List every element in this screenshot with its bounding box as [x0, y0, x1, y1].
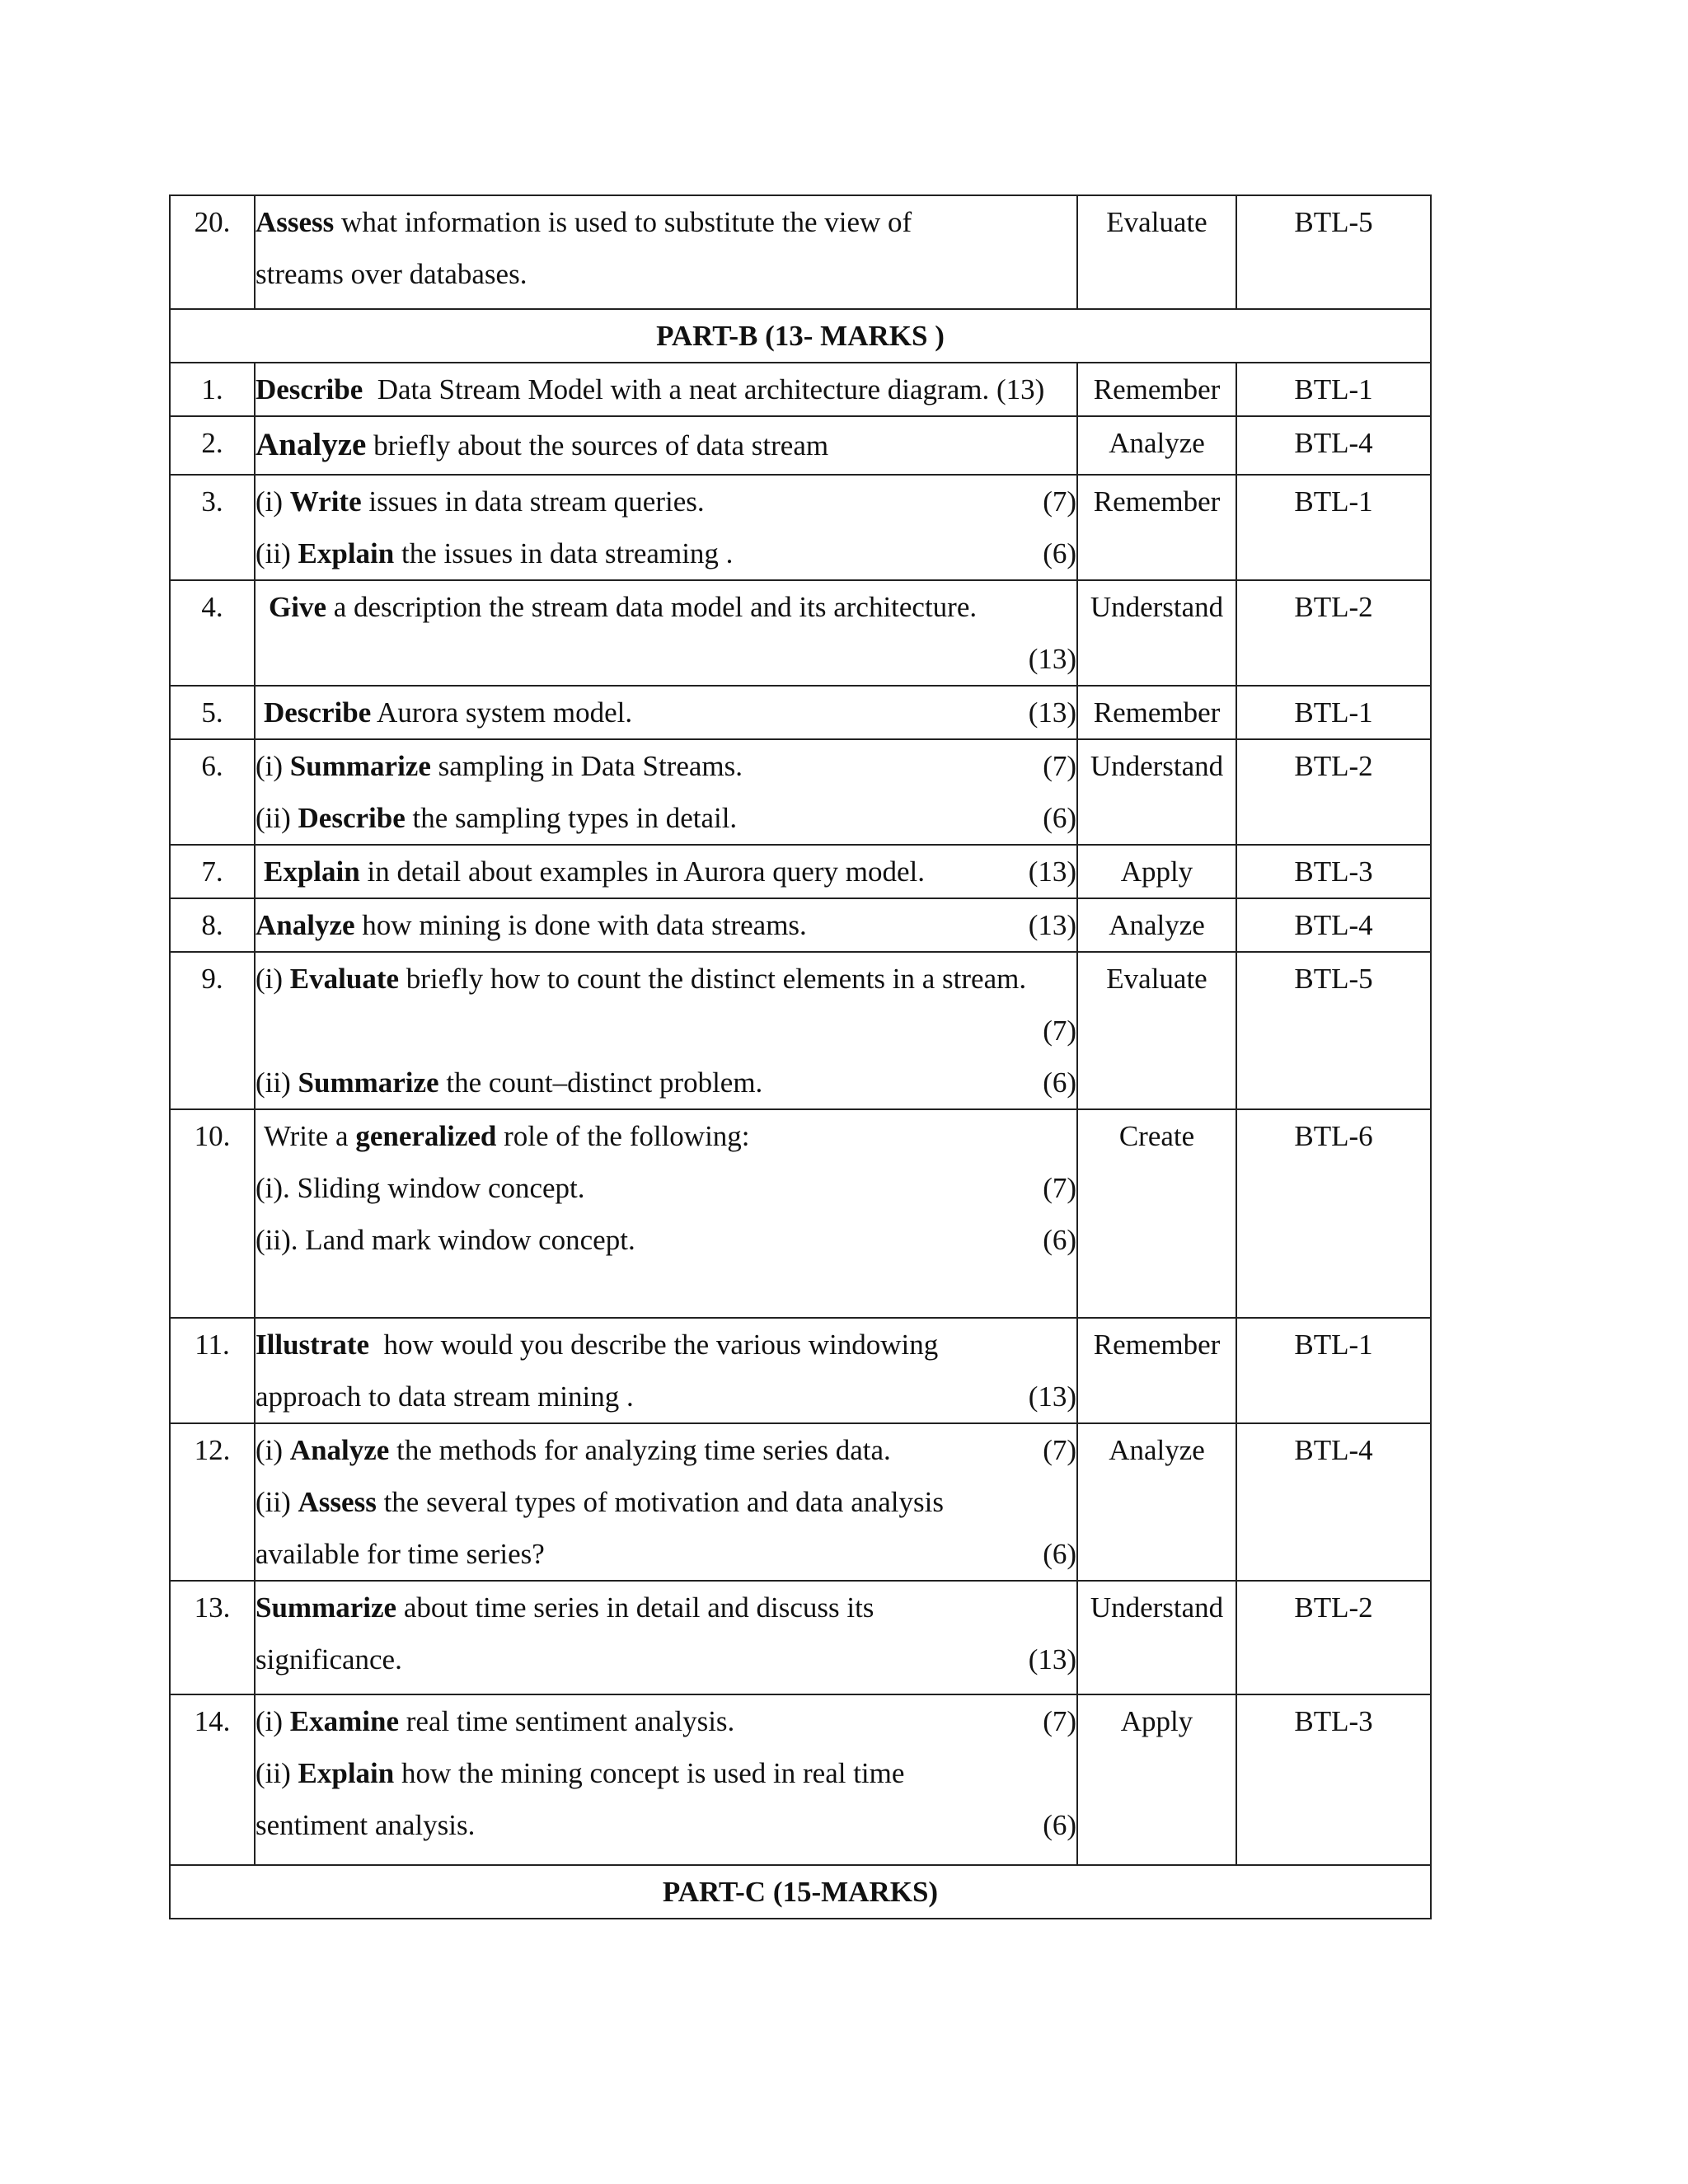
action-verb: Write: [289, 485, 362, 518]
btl-code: BTL-1: [1236, 686, 1431, 739]
table-row: [170, 845, 1431, 898]
btl-code: BTL-3: [1236, 1694, 1431, 1865]
table-row: [170, 1318, 1431, 1423]
section-header-row: [170, 309, 1431, 363]
bloom-level: Understand: [1077, 739, 1236, 845]
table-row: [170, 475, 1431, 580]
table-row: [170, 363, 1431, 416]
action-verb: Summarize: [256, 1591, 397, 1624]
marks: (6): [1043, 1066, 1076, 1099]
table-row: [170, 580, 1431, 686]
question-number: 7.: [170, 845, 255, 898]
action-verb: Explain: [298, 537, 395, 569]
table-row: [170, 686, 1431, 739]
question-number: 5.: [170, 686, 255, 739]
question-text: Describe Data Stream Model with a neat architecture diagram. (13): [255, 363, 1077, 416]
bloom-level: Remember: [1077, 363, 1236, 416]
bloom-level: Remember: [1077, 686, 1236, 739]
part-c-heading: PART-C (15-MARKS): [170, 1865, 1431, 1919]
marks: (13): [1028, 696, 1076, 729]
bloom-level: Apply: [1077, 845, 1236, 898]
bloom-level: Analyze: [1077, 898, 1236, 952]
action-verb: Summarize: [289, 750, 431, 782]
action-verb: Examine: [289, 1705, 400, 1737]
marks: (13): [1028, 855, 1076, 888]
question-text: (i) Analyze the methods for analyzing time series data. (7) (ii) Assess the several types of motivation and data analysis available for time series? (6): [255, 1423, 1077, 1581]
question-number: 3.: [170, 475, 255, 580]
action-verb: Assess: [298, 1486, 377, 1518]
bloom-level: Create: [1077, 1109, 1236, 1318]
marks: (13): [1028, 909, 1076, 941]
bloom-level: Analyze: [1077, 1423, 1236, 1581]
action-verb: Evaluate: [289, 963, 400, 995]
bloom-level: Analyze: [1077, 416, 1236, 475]
question-number: 2.: [170, 416, 255, 475]
marks: (7): [1043, 1434, 1076, 1466]
question-number: 13.: [170, 1581, 255, 1694]
btl-code: BTL-1: [1236, 475, 1431, 580]
section-header-row: [170, 1865, 1431, 1919]
action-verb: Summarize: [298, 1066, 439, 1099]
question-number: 6.: [170, 739, 255, 845]
marks: (13): [1028, 1380, 1076, 1413]
question-number: 11.: [170, 1318, 255, 1423]
marks: (6): [1043, 537, 1076, 569]
marks: (7): [1043, 750, 1076, 782]
table-row: [170, 416, 1431, 475]
question-number: 20.: [170, 195, 255, 309]
marks: (13): [1028, 643, 1076, 675]
part-b-heading: PART-B (13- MARKS ): [170, 309, 1431, 363]
question-number: 8.: [170, 898, 255, 952]
question-text: Summarize about time series in detail and discuss its significance. (13): [255, 1581, 1077, 1694]
btl-code: BTL-4: [1236, 416, 1431, 475]
action-verb: Explain: [264, 855, 360, 888]
question-text: Describe Aurora system model. (13): [255, 686, 1077, 739]
action-verb: generalized: [355, 1120, 497, 1152]
btl-code: BTL-1: [1236, 363, 1431, 416]
bloom-level: Evaluate: [1077, 952, 1236, 1109]
question-text: Analyze briefly about the sources of data stream: [255, 416, 1077, 475]
bloom-level: Evaluate: [1077, 195, 1236, 309]
table-row: [170, 952, 1431, 1109]
question-text: Explain in detail about examples in Aurora query model. (13): [255, 845, 1077, 898]
btl-code: BTL-4: [1236, 1423, 1431, 1581]
btl-code: BTL-1: [1236, 1318, 1431, 1423]
question-text: (i) Evaluate briefly how to count the distinct elements in a stream. (7) (ii) Summarize the count–distinct problem. (6): [255, 952, 1077, 1109]
table-row: [170, 739, 1431, 845]
marks: (7): [1043, 1172, 1076, 1204]
action-verb: Assess: [256, 206, 335, 238]
question-text: (i) Write issues in data stream queries. (7) (ii) Explain the issues in data streaming . (6): [255, 475, 1077, 580]
question-table: [169, 194, 1432, 1919]
question-number: 10.: [170, 1109, 255, 1318]
btl-code: BTL-2: [1236, 739, 1431, 845]
bloom-level: Understand: [1077, 1581, 1236, 1694]
question-number: 14.: [170, 1694, 255, 1865]
action-verb: Give: [269, 591, 326, 623]
question-text: (i) Examine real time sentiment analysis. (7) (ii) Explain how the mining concept is used in real time sentiment analysis. (6): [255, 1694, 1077, 1865]
question-text: Assess what information is used to substitute the view of streams over databases.: [255, 195, 1077, 309]
action-verb: Explain: [298, 1757, 395, 1789]
marks: (6): [1043, 802, 1076, 834]
marks: (6): [1043, 1538, 1076, 1570]
btl-code: BTL-3: [1236, 845, 1431, 898]
bloom-level: Remember: [1077, 1318, 1236, 1423]
btl-code: BTL-2: [1236, 580, 1431, 686]
question-text: Give a description the stream data model and its architecture. (13): [255, 580, 1077, 686]
btl-code: BTL-6: [1236, 1109, 1431, 1318]
question-number: 1.: [170, 363, 255, 416]
action-verb: Describe: [256, 373, 363, 405]
marks: (7): [1043, 485, 1076, 518]
bloom-level: Apply: [1077, 1694, 1236, 1865]
marks: (7): [1043, 1705, 1076, 1737]
table-row: [170, 898, 1431, 952]
action-verb: Analyze: [256, 427, 367, 462]
btl-code: BTL-5: [1236, 195, 1431, 309]
question-number: 4.: [170, 580, 255, 686]
bloom-level: Understand: [1077, 580, 1236, 686]
question-number: 12.: [170, 1423, 255, 1581]
table-row: [170, 1581, 1431, 1694]
marks: (7): [1043, 1015, 1076, 1047]
table-row: [170, 1109, 1431, 1318]
bloom-level: Remember: [1077, 475, 1236, 580]
question-text: Illustrate how would you describe the various windowing approach to data stream mining . (13): [255, 1318, 1077, 1423]
marks: (13): [1028, 1643, 1076, 1675]
question-text: Analyze how mining is done with data streams. (13): [255, 898, 1077, 952]
action-verb: Analyze: [289, 1434, 390, 1466]
table-row: [170, 1423, 1431, 1581]
action-verb: Describe: [264, 696, 372, 729]
btl-code: BTL-2: [1236, 1581, 1431, 1694]
marks: (6): [1043, 1224, 1076, 1256]
marks: (6): [1043, 1809, 1076, 1841]
action-verb: Illustrate: [256, 1329, 370, 1361]
btl-code: BTL-4: [1236, 898, 1431, 952]
action-verb: Describe: [298, 802, 406, 834]
btl-code: BTL-5: [1236, 952, 1431, 1109]
table-row: [170, 195, 1431, 309]
question-text: Write a generalized role of the following: (i). Sliding window concept. (7) (ii). Land mark window concept. (6): [255, 1109, 1077, 1318]
question-number: 9.: [170, 952, 255, 1109]
action-verb: Analyze: [256, 909, 355, 941]
question-text: (i) Summarize sampling in Data Streams. (7) (ii) Describe the sampling types in detail. (6): [255, 739, 1077, 845]
table-row: [170, 1694, 1431, 1865]
